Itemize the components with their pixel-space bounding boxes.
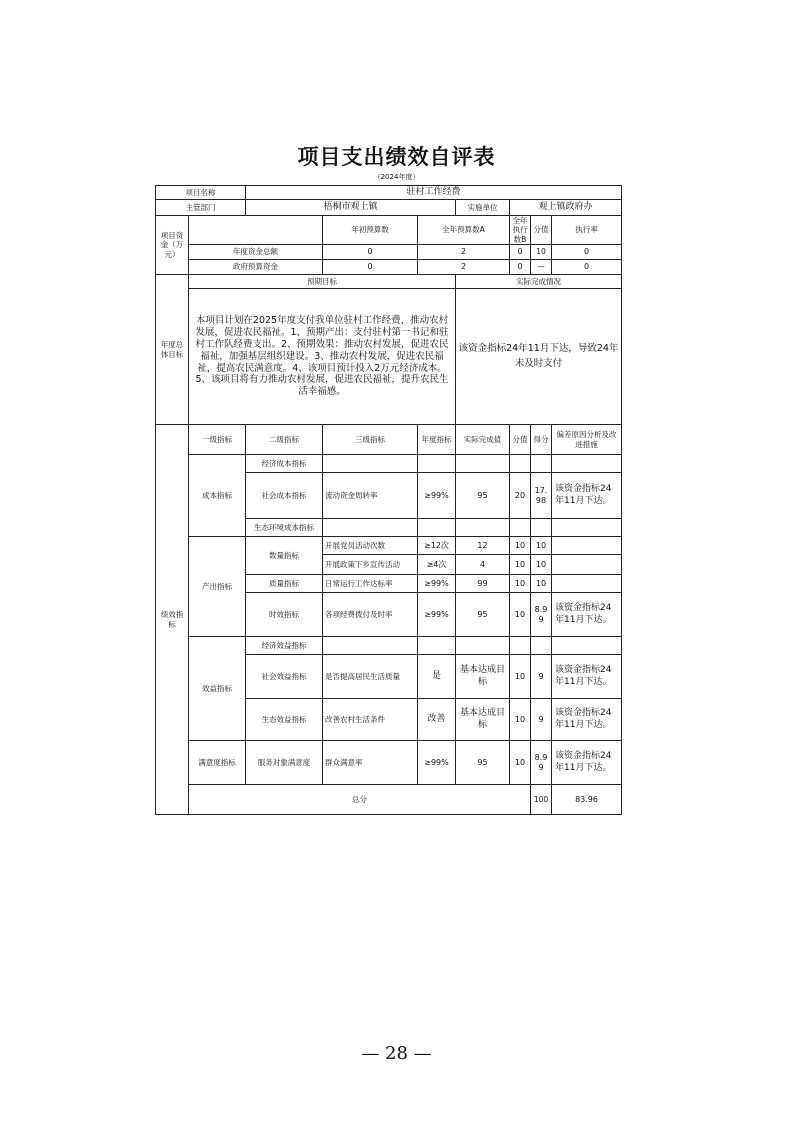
eco-benefit-note: 该资金指标24年11月下达。	[552, 699, 622, 741]
row-economic-cost	[156, 455, 622, 473]
label-get-score: 得分	[531, 425, 552, 455]
label-total-score: 总分	[189, 785, 531, 815]
label-annual-goal: 年度总体目标	[156, 275, 189, 425]
indicator-quantity: 数量指标	[246, 537, 323, 575]
total-score: 83.96	[552, 785, 622, 815]
gov-weight: —	[531, 260, 552, 275]
indicator-timeliness: 时效指标	[246, 593, 323, 637]
annual-rate: 0	[552, 245, 622, 260]
quantity2-actual: 4	[456, 555, 510, 575]
quantity1-score: 10	[531, 537, 552, 555]
eco-benefit-name: 改善农村生活条件	[323, 699, 418, 741]
label-impl-unit: 实施单位	[456, 200, 510, 216]
social-cost-weight: 20	[510, 473, 531, 519]
value-department: 梧桐市观上镇	[246, 200, 456, 216]
quantity2-note	[552, 555, 622, 575]
annual-begin: 0	[323, 245, 418, 260]
timeliness-score: 8.99	[531, 593, 552, 637]
gov-rate: 0	[552, 260, 622, 275]
indicator-economic-cost: 经济成本指标	[246, 455, 323, 473]
social-benefit-weight: 10	[510, 655, 531, 699]
satisfaction-score: 8.99	[531, 741, 552, 785]
label-project-name: 项目名称	[156, 186, 246, 200]
gov-full: 2	[418, 260, 510, 275]
label-department: 主管部门	[156, 200, 246, 216]
quantity1-note	[552, 537, 622, 555]
row-total	[156, 785, 622, 815]
indicator-benefit: 效益指标	[189, 637, 246, 741]
expected-goal-text: 本项目计划在2025年度支付我单位驻村工作经费，推动农村发展，促进农民福祉。1、预期产出：支付驻村第一书记和驻村工作队经费支出。2、预期效果：推动农村发展，促进农民福祉，加强基层组织建设。3、推动农村发展，促进农民福祉，提高农民满意度。4、该项目预计投入2万元经济成本。5、该项目将有力推动农村发展，促进农民福祉，提升农民生活幸福感。	[189, 289, 456, 425]
label-full-budget: 全年预算数A	[418, 216, 510, 245]
row-funds-header	[156, 216, 622, 245]
timeliness-weight: 10	[510, 593, 531, 637]
label-gov-funds: 政府预算资金	[189, 260, 323, 275]
row-project-name	[156, 186, 622, 200]
social-benefit-note: 该资金指标24年11月下达。	[552, 655, 622, 699]
label-score-weight: 分值	[531, 216, 552, 245]
row-quantity-1	[156, 537, 622, 555]
indicator-social-benefit: 社会效益指标	[246, 655, 323, 699]
annual-full: 2	[418, 245, 510, 260]
row-gov-funds	[156, 260, 622, 275]
quantity2-target: ≥4次	[418, 555, 456, 575]
social-cost-target: ≥99%	[418, 473, 456, 519]
row-department	[156, 200, 622, 216]
label-expected-goal: 预期目标	[189, 275, 456, 289]
row-satisfaction	[156, 741, 622, 785]
timeliness-actual: 95	[456, 593, 510, 637]
social-cost-note: 该资金指标24年11月下达。	[552, 473, 622, 519]
annual-weight: 10	[531, 245, 552, 260]
label-annual-total: 年度资金总额	[189, 245, 323, 260]
indicator-satisfaction: 满意度指标	[189, 741, 246, 785]
social-cost-name: 流动资金周转率	[323, 473, 418, 519]
row-annual-total	[156, 245, 622, 260]
eco-benefit-score: 9	[531, 699, 552, 741]
timeliness-name: 各项经费拨付及时率	[323, 593, 418, 637]
actual-done-text: 该资金指标24年11月下达，导致24年未及时支付	[456, 289, 622, 425]
indicator-cost: 成本指标	[189, 455, 246, 537]
label-funds: 项目资金（万元）	[156, 216, 189, 275]
label-level1: 一级指标	[189, 425, 246, 455]
quantity2-score: 10	[531, 555, 552, 575]
label-level3: 三级指标	[323, 425, 418, 455]
label-full-exec: 全年执行数B	[510, 216, 531, 245]
indicator-economic-benefit: 经济效益指标	[246, 637, 323, 655]
label-year-target: 年度指标	[418, 425, 456, 455]
label-perf-indicators: 绩效指标	[156, 425, 189, 815]
label-level2: 二级指标	[246, 425, 323, 455]
indicator-eco-cost: 生态环境成本指标	[246, 519, 323, 537]
row-indicator-header	[156, 425, 622, 455]
label-actual-value: 实际完成值	[456, 425, 510, 455]
satisfaction-name: 群众满意率	[323, 741, 418, 785]
gov-exec: 0	[510, 260, 531, 275]
quality-score: 10	[531, 575, 552, 593]
label-deviation: 偏差原因分析及改进措施	[552, 425, 622, 455]
quality-weight: 10	[510, 575, 531, 593]
eco-benefit-weight: 10	[510, 699, 531, 741]
value-impl-unit: 观上镇政府办	[510, 200, 622, 216]
label-exec-rate: 执行率	[552, 216, 622, 245]
quality-target: ≥99%	[418, 575, 456, 593]
quantity2-name: 开展政策下乡宣传活动	[323, 555, 418, 575]
social-cost-score: 17.98	[531, 473, 552, 519]
row-goal-content	[156, 289, 622, 425]
satisfaction-note: 该资金指标24年11月下达。	[552, 741, 622, 785]
row-economic-benefit	[156, 637, 622, 655]
indicator-social-cost: 社会成本指标	[246, 473, 323, 519]
row-goal-header	[156, 275, 622, 289]
quality-name: 日常运行工作达标率	[323, 575, 418, 593]
eco-benefit-actual: 基本达成目标	[456, 699, 510, 741]
quantity2-weight: 10	[510, 555, 531, 575]
social-benefit-target: 是	[418, 655, 456, 699]
funds-blank	[189, 216, 323, 245]
label-actual-done: 实际完成情况	[456, 275, 622, 289]
year-label: （2024年度）	[373, 173, 420, 181]
indicator-service-satisfaction: 服务对象满意度	[246, 741, 323, 785]
quality-note	[552, 575, 622, 593]
eco-benefit-target: 改善	[418, 699, 456, 741]
quality-actual: 99	[456, 575, 510, 593]
gov-begin: 0	[323, 260, 418, 275]
timeliness-target: ≥99%	[418, 593, 456, 637]
quantity1-target: ≥12次	[418, 537, 456, 555]
label-begin-budget: 年初预算数	[323, 216, 418, 245]
indicator-output: 产出指标	[189, 537, 246, 637]
satisfaction-weight: 10	[510, 741, 531, 785]
total-weight: 100	[531, 785, 552, 815]
performance-table	[155, 185, 622, 815]
indicator-quality: 质量指标	[246, 575, 323, 593]
quantity1-name: 开展党员活动次数	[323, 537, 418, 555]
page-title: 项目支出绩效自评表	[297, 144, 496, 169]
social-benefit-score: 9	[531, 655, 552, 699]
satisfaction-target: ≥99%	[418, 741, 456, 785]
satisfaction-actual: 95	[456, 741, 510, 785]
indicator-eco-benefit: 生态效益指标	[246, 699, 323, 741]
social-benefit-actual: 基本达成目标	[456, 655, 510, 699]
value-project-name: 驻村工作经费	[246, 186, 622, 200]
social-cost-actual: 95	[456, 473, 510, 519]
page-number: — 28 —	[361, 1043, 432, 1064]
label-weight: 分值	[510, 425, 531, 455]
quantity1-actual: 12	[456, 537, 510, 555]
social-benefit-name: 是否提高居民生活质量	[323, 655, 418, 699]
annual-exec: 0	[510, 245, 531, 260]
timeliness-note: 该资金指标24年11月下达。	[552, 593, 622, 637]
quantity1-weight: 10	[510, 537, 531, 555]
